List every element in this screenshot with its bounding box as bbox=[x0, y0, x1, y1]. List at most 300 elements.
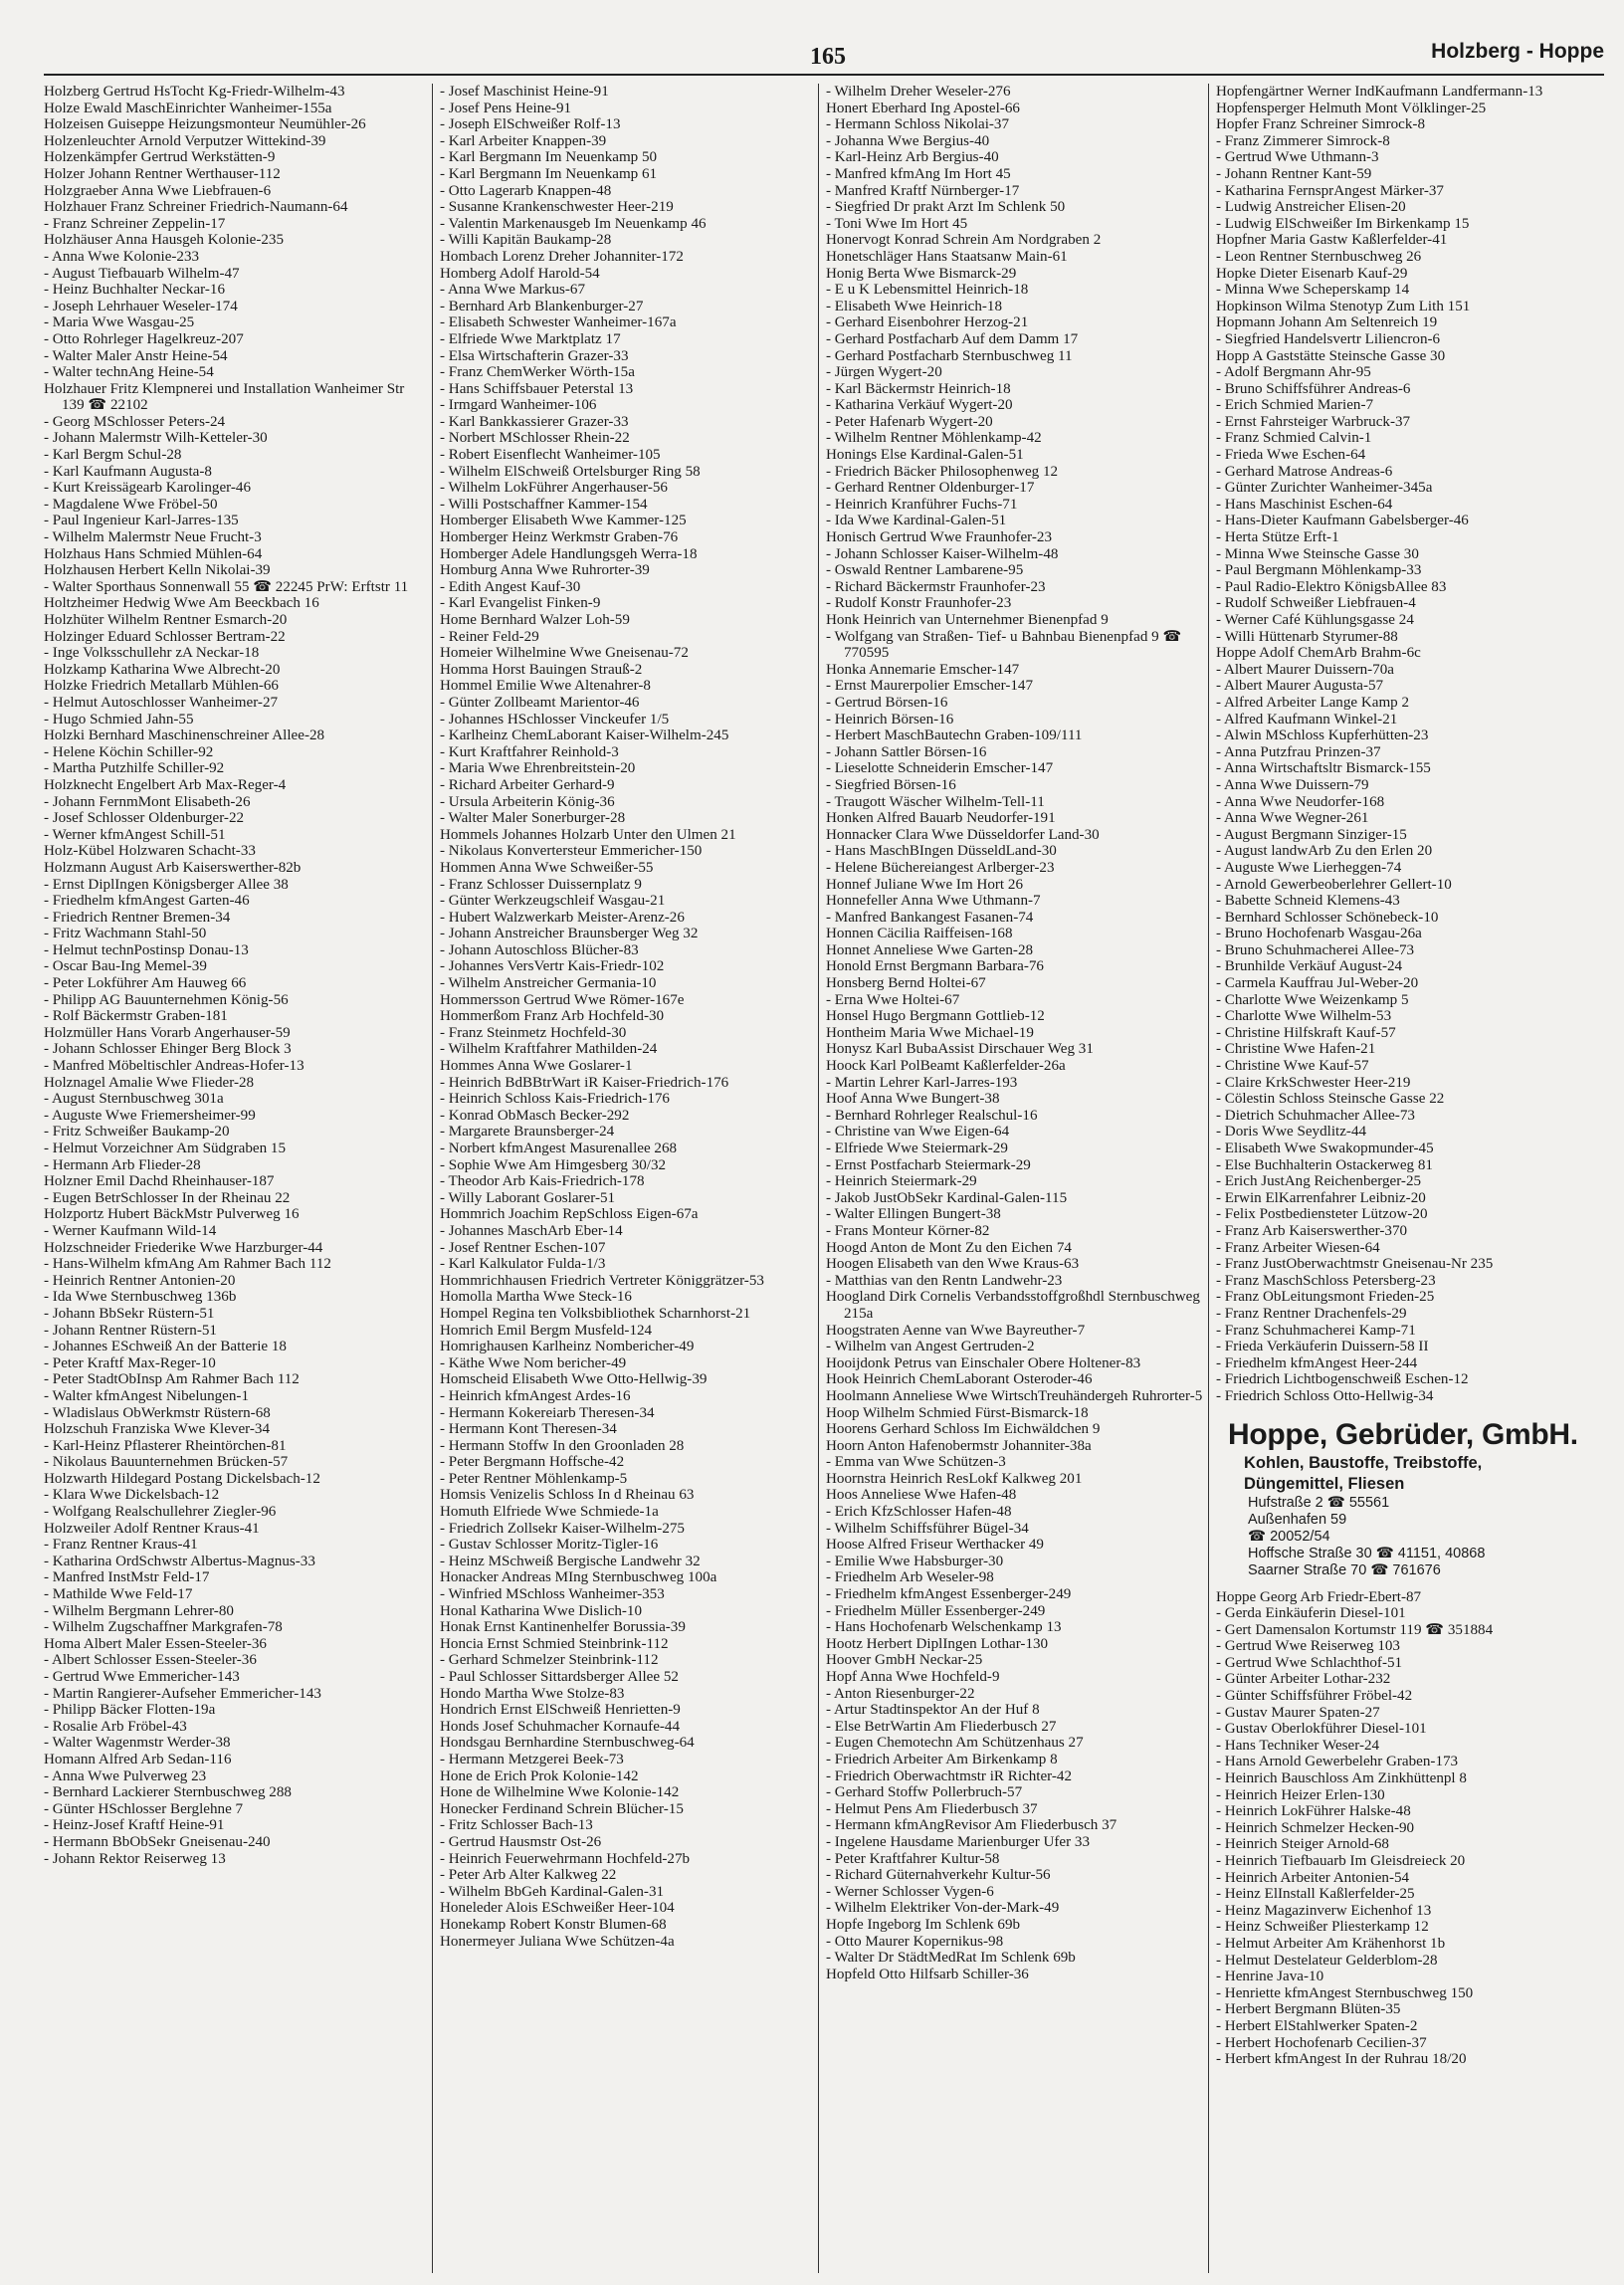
directory-entry: - Valentin Markenausgeb Im Neuenkamp 46 bbox=[440, 215, 707, 232]
directory-entry: - Emilie Wwe Habsburger-30 bbox=[826, 1553, 1004, 1569]
directory-entry: - Hermann Metzgerei Beek-73 bbox=[440, 1751, 624, 1767]
directory-entry: - Hugo Schmied Jahn-55 bbox=[44, 711, 194, 727]
directory-entry: - Otto Maurer Kopernikus-98 bbox=[826, 1933, 1004, 1950]
directory-entry: - Ernst Maurerpolier Emscher-147 bbox=[826, 678, 1034, 695]
directory-entry: Holznagel Amalie Wwe Flieder-28 bbox=[44, 1074, 255, 1091]
directory-entry: - Ludwig Anstreicher Elisen-20 bbox=[1216, 199, 1406, 216]
directory-entry: Hopfe Ingeborg Im Schlenk 69b bbox=[826, 1916, 1021, 1933]
directory-entry: - Wilhelm van Angest Gertruden-2 bbox=[826, 1339, 1035, 1355]
directory-entry: Hoogd Anton de Mont Zu den Eichen 74 bbox=[826, 1239, 1072, 1256]
directory-entry: - Friedhelm Müller Essenberger-249 bbox=[826, 1602, 1046, 1619]
directory-entry: - Gustav Maurer Spaten-27 bbox=[1216, 1704, 1380, 1721]
directory-entry: - Hubert Walzwerkarb Meister-Arenz-26 bbox=[440, 909, 685, 926]
directory-entry: Hoogstraten Aenne van Wwe Bayreuther-7 bbox=[826, 1322, 1086, 1339]
directory-entry: - August Tiefbauarb Wilhelm-47 bbox=[44, 265, 240, 282]
directory-entry: Hommels Johannes Holzarb Unter den Ulmen 21 bbox=[440, 826, 736, 843]
directory-entry: - Johann Schlosser Ehinger Berg Block 3 bbox=[44, 1041, 292, 1058]
directory-entry: - Christine Hilfskraft Kauf-57 bbox=[1216, 1024, 1396, 1041]
directory-entry: Holzeisen Guiseppe Heizungsmonteur Neumühler-26 bbox=[44, 116, 366, 133]
directory-entry: - Josef Pens Heine-91 bbox=[440, 100, 572, 116]
directory-entry: - August landwArb Zu den Erlen 20 bbox=[1216, 843, 1433, 860]
directory-entry: Hoock Karl PolBeamt Kaßlerfelder-26a bbox=[826, 1058, 1066, 1075]
directory-entry: Honcia Ernst Schmied Steinbrink-112 bbox=[440, 1635, 669, 1652]
directory-entry: Holzmann August Arb Kaiserswerther-82b bbox=[44, 859, 302, 876]
directory-entry: - Peter Lokführer Am Hauweg 66 bbox=[44, 975, 247, 992]
directory-entry: - Johann Autoschloss Blücher-83 bbox=[440, 941, 639, 958]
directory-entry: Holzknecht Engelbert Arb Max-Reger-4 bbox=[44, 776, 287, 793]
directory-entry: - Winfried MSchloss Wanheimer-353 bbox=[440, 1586, 665, 1603]
directory-entry: - Henrine Java-10 bbox=[1216, 1969, 1324, 1985]
directory-entry: - Franz Rentner Drachenfels-29 bbox=[1216, 1305, 1407, 1322]
directory-entry: - Herbert Bergmann Blüten-35 bbox=[1216, 2001, 1401, 2018]
directory-entry: Hommrich Joachim RepSchloss Eigen-67a bbox=[440, 1206, 699, 1223]
directory-entry: - Peter StadtObInsp Am Rahmer Bach 112 bbox=[44, 1371, 300, 1388]
directory-entry: - Heinz Magazinverw Eichenhof 13 bbox=[1216, 1902, 1432, 1919]
directory-entry: - Werner kfmAngest Schill-51 bbox=[44, 826, 226, 843]
directory-entry: - Johann Rentner Rüstern-51 bbox=[44, 1322, 217, 1339]
directory-entry: Homscheid Elisabeth Wwe Otto-Hellwig-39 bbox=[440, 1371, 708, 1388]
directory-entry: - Franz MaschSchloss Petersberg-23 bbox=[1216, 1272, 1436, 1289]
directory-entry: Hoogland Dirk Cornelis Verbandsstoffgroßhdl Sternbuschweg 215a bbox=[826, 1289, 1204, 1322]
directory-entry: - Susanne Krankenschwester Heer-219 bbox=[440, 199, 674, 216]
directory-entry: - Elisabeth Wwe Heinrich-18 bbox=[826, 298, 1003, 314]
directory-entry: Holzenkämpfer Gertrud Werkstätten-9 bbox=[44, 149, 276, 166]
directory-entry: - Franz Arbeiter Wiesen-64 bbox=[1216, 1239, 1380, 1256]
directory-entry: Hondrich Ernst ElSchweiß Henrietten-9 bbox=[440, 1702, 681, 1719]
directory-entry: - Wilhelm Kraftfahrer Mathilden-24 bbox=[440, 1041, 658, 1058]
directory-entry: - Hans Hochofenarb Welschenkamp 13 bbox=[826, 1619, 1062, 1636]
directory-entry: - Johann Rektor Reiserweg 13 bbox=[44, 1850, 226, 1867]
directory-entry: - Rolf Bäckermstr Graben-181 bbox=[44, 1008, 228, 1025]
directory-entry: Hopmann Johann Am Seltenreich 19 bbox=[1216, 314, 1438, 331]
directory-entry: Honert Eberhard Ing Apostel-66 bbox=[826, 100, 1020, 116]
directory-entry: Hopfner Maria Gastw Kaßlerfelder-41 bbox=[1216, 232, 1448, 249]
directory-entry: Hommersson Gertrud Wwe Römer-167e bbox=[440, 991, 685, 1008]
directory-entry: - Norbert kfmAngest Masurenallee 268 bbox=[440, 1141, 678, 1156]
directory-entry: - Richard Güternahverkehr Kultur-56 bbox=[826, 1867, 1051, 1884]
directory-entry: Hopfeld Otto Hilfsarb Schiller-36 bbox=[826, 1966, 1029, 1982]
directory-entry: - Bernhard Schlosser Schönebeck-10 bbox=[1216, 909, 1439, 926]
directory-entry: Holzner Emil Dachd Rheinhauser-187 bbox=[44, 1173, 275, 1190]
directory-entry: - Franz Schuhmacherei Kamp-71 bbox=[1216, 1322, 1416, 1339]
directory-entry: Hontheim Maria Wwe Michael-19 bbox=[826, 1024, 1034, 1041]
directory-entry: Honnacker Clara Wwe Düsseldorfer Land-30 bbox=[826, 826, 1100, 843]
directory-entry: - Hermann Schloss Nikolai-37 bbox=[826, 116, 1010, 133]
directory-entry: - Albert Maurer Duissern-70a bbox=[1216, 661, 1394, 678]
directory-entry: - Theodor Arb Kais-Friedrich-178 bbox=[440, 1173, 645, 1190]
directory-entry: - Helmut Arbeiter Am Krähenhorst 1b bbox=[1216, 1935, 1446, 1952]
directory-entry: - Walter Maler Anstr Heine-54 bbox=[44, 347, 228, 364]
directory-entry: - Bernhard Rohrleger Realschul-16 bbox=[826, 1107, 1038, 1124]
directory-entry: - Walter kfmAngest Nibelungen-1 bbox=[44, 1387, 249, 1404]
directory-entry: - Karl Arbeiter Knappen-39 bbox=[440, 132, 607, 149]
directory-entry: - Josef Schlosser Oldenburger-22 bbox=[44, 810, 245, 827]
directory-entry: - Wilhelm ElSchweiß Ortelsburger Ring 58 bbox=[440, 463, 701, 480]
directory-entry: Holzportz Hubert BäckMstr Pulverweg 16 bbox=[44, 1206, 300, 1223]
directory-entry: Hommes Anna Wwe Goslarer-1 bbox=[440, 1058, 633, 1075]
directory-entry: - Heinrich Feuerwehrmann Hochfeld-27b bbox=[440, 1850, 691, 1867]
directory-entry: Honal Katharina Wwe Dislich-10 bbox=[440, 1602, 643, 1619]
ad-contact-line: Außenhafen 59 bbox=[1248, 1511, 1347, 1528]
directory-entry: - Wolfgang van Straßen- Tief- u Bahnbau Bienenpfad 9 ☎ 770595 bbox=[826, 628, 1186, 662]
directory-entry: - Günter HSchlosser Berglehne 7 bbox=[44, 1800, 244, 1817]
directory-entry: Holzschuh Franziska Wwe Klever-34 bbox=[44, 1421, 271, 1438]
directory-entry: - Rudolf Konstr Fraunhofer-23 bbox=[826, 595, 1012, 612]
directory-entry: - Helmut Pens Am Fliederbusch 37 bbox=[826, 1800, 1038, 1817]
directory-entry: - Robert Eisenflecht Wanheimer-105 bbox=[440, 447, 661, 464]
directory-entry: - Erwin ElKarrenfahrer Leibniz-20 bbox=[1216, 1189, 1426, 1206]
directory-entry: - Siegfried Dr prakt Arzt Im Schlenk 50 bbox=[826, 199, 1066, 216]
directory-entry: Hoorn Anton Hafenobermstr Johanniter-38a bbox=[826, 1437, 1092, 1454]
directory-entry: - Karl Bergmann Im Neuenkamp 61 bbox=[440, 165, 658, 182]
directory-entry: - Karl Bankkassierer Grazer-33 bbox=[440, 413, 629, 430]
directory-entry: - Günter Werkzeugschleif Wasgau-21 bbox=[440, 893, 666, 910]
directory-entry: Honnen Cäcilia Raiffeisen-168 bbox=[826, 926, 1013, 942]
directory-entry: - Heinrich Steiermark-29 bbox=[826, 1173, 977, 1190]
directory-entry: - Else Buchhalterin Ostackerweg 81 bbox=[1216, 1156, 1433, 1173]
directory-entry: - Eugen Chemotechn Am Schützenhaus 27 bbox=[826, 1735, 1084, 1752]
directory-entry: Homberger Adele Handlungsgeh Werra-18 bbox=[440, 545, 698, 562]
directory-entry: - Ursula Arbeiterin König-36 bbox=[440, 793, 615, 810]
directory-entry: - Inge Volksschullehr zA Neckar-18 bbox=[44, 645, 260, 662]
directory-entry: - Hans MaschBIngen DüsseldLand-30 bbox=[826, 843, 1057, 860]
directory-entry: - Hermann Stoffw In den Groonladen 28 bbox=[440, 1437, 685, 1454]
directory-entry: - Herbert kfmAngest In der Ruhrau 18/20 bbox=[1216, 2051, 1467, 2068]
directory-entry: Honsel Hugo Bergmann Gottlieb-12 bbox=[826, 1008, 1045, 1025]
directory-entry: Holzhauer Fritz Klempnerei und Installation Wanheimer Str 139 ☎ 22102 bbox=[44, 380, 409, 414]
directory-entry: - Siegfried Handelsvertr Liliencron-6 bbox=[1216, 330, 1441, 347]
directory-entry: Holzberg Gertrud HsTocht Kg-Friedr-Wilhelm-43 bbox=[44, 84, 345, 100]
directory-entry: Honeleder Alois ESchweißer Heer-104 bbox=[440, 1900, 675, 1917]
directory-entry: - Helene Büchereiangest Arlberger-23 bbox=[826, 859, 1055, 876]
directory-entry: - Willy Laborant Goslarer-51 bbox=[440, 1189, 616, 1206]
directory-entry: Holzhaus Hans Schmied Mühlen-64 bbox=[44, 545, 263, 562]
directory-entry: Honnet Anneliese Wwe Garten-28 bbox=[826, 941, 1034, 958]
directory-entry: - Helmut technPostinsp Donau-13 bbox=[44, 941, 249, 958]
directory-entry: - Felix Postbediensteter Lützow-20 bbox=[1216, 1206, 1428, 1223]
directory-entry: Holtzheimer Hedwig Wwe Am Beeckbach 16 bbox=[44, 595, 319, 612]
directory-entry: - Nikolaus Konvertersteur Emmericher-150 bbox=[440, 843, 703, 860]
column-2 bbox=[440, 84, 818, 2273]
directory-entry: - Gerhard Stoffw Pollerbruch-57 bbox=[826, 1784, 1023, 1801]
directory-entry: Holzhäuser Anna Hausgeh Kolonie-235 bbox=[44, 232, 285, 249]
directory-entry: - Leon Rentner Sternbuschweg 26 bbox=[1216, 248, 1422, 265]
directory-entry: Hoolmann Anneliese Wwe WirtschTreuhändergeh Ruhrorter-5 bbox=[826, 1387, 1203, 1404]
directory-entry: - Wilhelm Rentner Möhlenkamp-42 bbox=[826, 430, 1042, 447]
directory-entry: Hopp A Gaststätte Steinsche Gasse 30 bbox=[1216, 347, 1446, 364]
directory-entry: Honnefeller Anna Wwe Uthmann-7 bbox=[826, 893, 1041, 910]
directory-entry: - Adolf Bergmann Ahr-95 bbox=[1216, 364, 1371, 381]
running-head: Holzberg - Hoppe bbox=[1431, 40, 1604, 63]
ad-subtitle: Düngemittel, Fliesen bbox=[1244, 1474, 1405, 1493]
directory-entry: - Friedrich Oberwachtmstr iR Richter-42 bbox=[826, 1767, 1072, 1784]
directory-entry: - Gerhard Eisenbohrer Herzog-21 bbox=[826, 314, 1029, 331]
directory-entry: - Jürgen Wygert-20 bbox=[826, 364, 942, 381]
directory-entry: - Emma van Wwe Schützen-3 bbox=[826, 1454, 1006, 1471]
directory-entry: - Helene Köchin Schiller-92 bbox=[44, 743, 214, 760]
directory-entry: - Frieda Wwe Eschen-64 bbox=[1216, 447, 1366, 464]
directory-entry: - Anna Wwe Pulverweg 23 bbox=[44, 1767, 207, 1784]
directory-entry: - Else BetrWartin Am Fliederbusch 27 bbox=[826, 1718, 1057, 1735]
directory-entry: - August Sternbuschweg 301a bbox=[44, 1091, 224, 1108]
directory-entry: - Anna Wwe Duissern-79 bbox=[1216, 776, 1369, 793]
directory-entry: - Ingelene Hausdame Marienburger Ufer 33 bbox=[826, 1833, 1091, 1850]
advertisement bbox=[1228, 1417, 1594, 1579]
directory-entry: Hopfengärtner Werner IndKaufmann Landfermann-13 bbox=[1216, 84, 1543, 100]
directory-entry: - Günter Arbeiter Lothar-232 bbox=[1216, 1671, 1391, 1688]
directory-entry: - Franz Zimmerer Simrock-8 bbox=[1216, 132, 1390, 149]
directory-entry: - Heinrich Börsen-16 bbox=[826, 711, 954, 727]
directory-entry: - Wilhelm Elektriker Von-der-Mark-49 bbox=[826, 1900, 1060, 1917]
directory-entry: Holze Ewald MaschEinrichter Wanheimer-155a bbox=[44, 100, 332, 116]
directory-entry: - Wilhelm Bergmann Lehrer-80 bbox=[44, 1602, 234, 1619]
directory-entry: - Joseph Lehrhauer Weseler-174 bbox=[44, 298, 238, 314]
directory-entry: - Anna Wwe Neudorfer-168 bbox=[1216, 793, 1385, 810]
directory-entry: - Katharina Verkäuf Wygert-20 bbox=[826, 397, 1013, 414]
directory-entry: - Oscar Bau-Ing Memel-39 bbox=[44, 958, 207, 975]
directory-entry: - Johann FernmMont Elisabeth-26 bbox=[44, 793, 251, 810]
directory-entry: - Karl-Heinz Pflasterer Rheintörchen-81 bbox=[44, 1437, 287, 1454]
directory-entry: - Josef Rentner Eschen-107 bbox=[440, 1239, 606, 1256]
header-rule bbox=[44, 74, 1604, 76]
directory-entry: Hootz Herbert DiplIngen Lothar-130 bbox=[826, 1635, 1049, 1652]
directory-entry: - Walter Maler Sonerburger-28 bbox=[440, 810, 626, 827]
directory-entry: - Erna Wwe Holtei-67 bbox=[826, 991, 960, 1008]
directory-entry: Hoppe Adolf ChemArb Brahm-6c bbox=[1216, 645, 1421, 662]
directory-entry: - Helmut Autoschlosser Wanheimer-27 bbox=[44, 694, 279, 711]
directory-entry: - Franz Schlosser Duissernplatz 9 bbox=[440, 876, 642, 893]
directory-entry: - Karl Bergmann Im Neuenkamp 50 bbox=[440, 149, 658, 166]
ad-contact-line: Saarner Straße 70 ☎ 761676 bbox=[1248, 1561, 1441, 1578]
directory-entry: - Bruno Schuhmacherei Allee-73 bbox=[1216, 941, 1415, 958]
directory-entry: - Friedhelm Arb Weseler-98 bbox=[826, 1569, 994, 1586]
directory-entry: - Wilhelm Dreher Weseler-276 bbox=[826, 84, 1011, 100]
directory-entry: - Franz ObLeitungsmont Frieden-25 bbox=[1216, 1289, 1435, 1306]
directory-entry: - Richard Bäckermstr Fraunhofer-23 bbox=[826, 578, 1046, 595]
directory-entry: - Albert Schlosser Essen-Steeler-36 bbox=[44, 1652, 257, 1669]
directory-entry: Hoop Wilhelm Schmied Fürst-Bismarck-18 bbox=[826, 1404, 1089, 1421]
directory-entry: - Reiner Feld-29 bbox=[440, 628, 539, 645]
directory-entry: Hoornstra Heinrich ResLokf Kalkweg 201 bbox=[826, 1470, 1083, 1487]
column-divider bbox=[818, 84, 819, 2273]
directory-entry: - Albert Maurer Augusta-57 bbox=[1216, 678, 1384, 695]
ad-contact-lines bbox=[1228, 1495, 1594, 1579]
directory-entry: - Friedrich Lichtbogenschweiß Eschen-12 bbox=[1216, 1371, 1469, 1388]
directory-entry: - Gustav Oberlokführer Diesel-101 bbox=[1216, 1721, 1427, 1738]
directory-entry: Hopfer Franz Schreiner Simrock-8 bbox=[1216, 116, 1425, 133]
directory-entry: Honsberg Bernd Holtei-67 bbox=[826, 975, 986, 992]
directory-entry: - Kurt Kreissägearb Karolinger-46 bbox=[44, 480, 251, 497]
directory-entry: - Elsa Wirtschafterin Grazer-33 bbox=[440, 347, 629, 364]
directory-entry: - Günter Zurichter Wanheimer-345a bbox=[1216, 480, 1433, 497]
directory-entry: - Hermann Arb Flieder-28 bbox=[44, 1156, 201, 1173]
directory-entry: - Gerhard Matrose Andreas-6 bbox=[1216, 463, 1393, 480]
directory-entry: - Oswald Rentner Lambarene-95 bbox=[826, 562, 1024, 579]
directory-entry: - Günter Schiffsführer Fröbel-42 bbox=[1216, 1688, 1413, 1705]
directory-entry: - Wilhelm Malermstr Neue Frucht-3 bbox=[44, 529, 262, 546]
directory-entry: - Ida Wwe Kardinal-Galen-51 bbox=[826, 513, 1007, 529]
directory-entry: - Bruno Hochofenarb Wasgau-26a bbox=[1216, 926, 1422, 942]
directory-entry: - Anna Wwe Kolonie-233 bbox=[44, 248, 200, 265]
directory-entry: - Heinrich Schloss Kais-Friedrich-176 bbox=[440, 1091, 670, 1108]
directory-entry: Holzke Friedrich Metallarb Mühlen-66 bbox=[44, 678, 279, 695]
directory-entry: - Hermann Kont Theresen-34 bbox=[440, 1421, 617, 1438]
directory-entry: - Walter technAng Heine-54 bbox=[44, 364, 214, 381]
directory-entry: - Jakob JustObSekr Kardinal-Galen-115 bbox=[826, 1189, 1068, 1206]
directory-entry: Holzer Johann Rentner Werthauser-112 bbox=[44, 165, 281, 182]
directory-entry: - Franz Arb Kaiserswerther-370 bbox=[1216, 1222, 1408, 1239]
directory-entry: Honnef Juliane Wwe Im Hort 26 bbox=[826, 876, 1023, 893]
directory-entry: - Manfred kfmAng Im Hort 45 bbox=[826, 165, 1011, 182]
directory-entry: - Babette Schneid Klemens-43 bbox=[1216, 893, 1400, 910]
directory-entry: - Richard Arbeiter Gerhard-9 bbox=[440, 776, 615, 793]
directory-entry: - Karl Bäckermstr Heinrich-18 bbox=[826, 380, 1011, 397]
directory-entry: - Irmgard Wanheimer-106 bbox=[440, 397, 597, 414]
directory-entry: - Helmut Destelateur Gelderblom-28 bbox=[1216, 1952, 1438, 1969]
directory-entry: - Gerhard Rentner Oldenburger-17 bbox=[826, 480, 1035, 497]
directory-entry: - Maria Wwe Ehrenbreitstein-20 bbox=[440, 760, 636, 777]
directory-entry: - Minna Wwe Scheperskamp 14 bbox=[1216, 282, 1410, 299]
directory-entry: - Paul Bergmann Möhlenkamp-33 bbox=[1216, 562, 1422, 579]
directory-entry: Holzweiler Adolf Rentner Kraus-41 bbox=[44, 1520, 260, 1537]
directory-entry: Hopkinson Wilma Stenotyp Zum Lith 151 bbox=[1216, 298, 1471, 314]
directory-entry: - Wilhelm Anstreicher Germania-10 bbox=[440, 975, 657, 992]
directory-entry: - Ernst DiplIngen Königsberger Allee 38 bbox=[44, 876, 289, 893]
ad-contact-line: ☎ 20052/54 bbox=[1248, 1528, 1330, 1545]
directory-entry: Honold Ernst Bergmann Barbara-76 bbox=[826, 958, 1044, 975]
directory-entry: - Manfred Möbeltischler Andreas-Hofer-13 bbox=[44, 1058, 304, 1075]
directory-entry: - Heinrich LokFührer Halske-48 bbox=[1216, 1803, 1411, 1820]
directory-entry: - Alfred Arbeiter Lange Kamp 2 bbox=[1216, 694, 1410, 711]
directory-entry: - Manfred Bankangest Fasanen-74 bbox=[826, 909, 1034, 926]
directory-entry: - Hermann Kokereiarb Theresen-34 bbox=[440, 1404, 655, 1421]
directory-entry: - Frieda Verkäuferin Duissern-58 II bbox=[1216, 1339, 1429, 1355]
directory-entry: Holzschneider Friederike Wwe Harzburger-44 bbox=[44, 1239, 323, 1256]
directory-entry: - Friedrich Schloss Otto-Hellwig-34 bbox=[1216, 1387, 1434, 1404]
directory-entry: - Johannes ESchweiß An der Batterie 18 bbox=[44, 1339, 287, 1355]
directory-entry: - Arnold Gewerbeoberlehrer Gellert-10 bbox=[1216, 876, 1452, 893]
directory-entry: - Willi Postschaffner Kammer-154 bbox=[440, 496, 648, 513]
directory-entry: Hoose Alfred Friseur Werthacker 49 bbox=[826, 1537, 1044, 1554]
directory-entry: - Hans Techniker Weser-24 bbox=[1216, 1737, 1380, 1754]
directory-entry: - Heinz-Josef Kraftf Heine-91 bbox=[44, 1817, 225, 1834]
directory-entry: Hooijdonk Petrus van Einschaler Obere Holtener-83 bbox=[826, 1354, 1141, 1371]
directory-entry: - Friedrich Arbeiter Am Birkenkamp 8 bbox=[826, 1751, 1058, 1767]
directory-entry: - Rosalie Arb Fröbel-43 bbox=[44, 1718, 187, 1735]
directory-entry: - Herbert ElStahlwerker Spaten-2 bbox=[1216, 2017, 1418, 2034]
directory-entry: - Friedrich Bäcker Philosophenweg 12 bbox=[826, 463, 1059, 480]
directory-entry: Holzgraeber Anna Wwe Liebfrauen-6 bbox=[44, 182, 272, 199]
directory-entry: - Peter Bergmann Hoffsche-42 bbox=[440, 1454, 625, 1471]
directory-entry: - Gertrud Wwe Schlachthof-51 bbox=[1216, 1654, 1403, 1671]
directory-entry: - Manfred InstMstr Feld-17 bbox=[44, 1569, 210, 1586]
directory-entry: Hopf Anna Wwe Hochfeld-9 bbox=[826, 1669, 1000, 1685]
ad-contact-line: Hoffsche Straße 30 ☎ 41151, 40868 bbox=[1248, 1545, 1486, 1561]
directory-entry: - Anna Wirtschaftsltr Bismarck-155 bbox=[1216, 760, 1431, 777]
directory-entry: - Gerhard Schmelzer Steinbrink-112 bbox=[440, 1652, 659, 1669]
directory-entry: - Franz Schreiner Zeppelin-17 bbox=[44, 215, 226, 232]
directory-entry: - Herbert Hochofenarb Cecilien-37 bbox=[1216, 2034, 1427, 2051]
directory-entry: - Peter Arb Alter Kalkweg 22 bbox=[440, 1867, 617, 1884]
column-divider bbox=[1208, 84, 1209, 2273]
directory-entry: - Johannes HSchlosser Vinckeufer 1/5 bbox=[440, 711, 670, 727]
ad-contact-line: Hufstraße 2 ☎ 55561 bbox=[1248, 1494, 1390, 1511]
directory-entry: - Gertrud Wwe Reiserweg 103 bbox=[1216, 1638, 1400, 1655]
directory-entry: - Gustav Schlosser Moritz-Tigler-16 bbox=[440, 1537, 659, 1554]
directory-entry: - Gerhard Postfacharb Auf dem Damm 17 bbox=[826, 330, 1079, 347]
directory-entry: Holzhüter Wilhelm Rentner Esmarch-20 bbox=[44, 612, 288, 628]
directory-entry: Hoorens Gerhard Schloss Im Eichwäldchen 9 bbox=[826, 1421, 1101, 1438]
directory-entry: - Henriette kfmAngest Sternbuschweg 150 bbox=[1216, 1984, 1474, 2001]
column-4 bbox=[1216, 84, 1594, 2273]
directory-entry: - Anton Riesenburger-22 bbox=[826, 1685, 975, 1702]
directory-entry: - Frans Monteur Körner-82 bbox=[826, 1222, 990, 1239]
directory-entry: - Heinrich Heizer Erlen-130 bbox=[1216, 1786, 1385, 1803]
directory-entry: - Friedrich Rentner Bremen-34 bbox=[44, 909, 231, 926]
directory-entry: Honecker Ferdinand Schrein Blücher-15 bbox=[440, 1800, 684, 1817]
directory-entry: - Anna Putzfrau Prinzen-37 bbox=[1216, 743, 1381, 760]
directory-entry: - Peter Hafenarb Wygert-20 bbox=[826, 413, 993, 430]
directory-entry: - Matthias van den Rentn Landwehr-23 bbox=[826, 1272, 1063, 1289]
directory-entry: - Mathilde Wwe Feld-17 bbox=[44, 1586, 193, 1603]
directory-entry: Homann Alfred Arb Sedan-116 bbox=[44, 1751, 232, 1767]
directory-entry: Hoover GmbH Neckar-25 bbox=[826, 1652, 983, 1669]
directory-entry: - Carmela Kauffrau Jul-Weber-20 bbox=[1216, 975, 1419, 992]
directory-entry: - Willi Hüttenarb Styrumer-88 bbox=[1216, 628, 1398, 645]
directory-entry: - Werner Café Kühlungsgasse 24 bbox=[1216, 612, 1414, 628]
directory-entry: Hoof Anna Wwe Bungert-38 bbox=[826, 1091, 1000, 1108]
directory-entry: Hondsgau Bernhardine Sternbuschweg-64 bbox=[440, 1735, 695, 1752]
directory-entry: - Werner Kaufmann Wild-14 bbox=[44, 1222, 217, 1239]
directory-entry: Homrighausen Karlheinz Nombericher-49 bbox=[440, 1339, 695, 1355]
directory-entry: - Doris Wwe Seydlitz-44 bbox=[1216, 1124, 1367, 1141]
directory-entry: - Traugott Wäscher Wilhelm-Tell-11 bbox=[826, 793, 1045, 810]
directory-entry: - Artur Stadtinspektor An der Huf 8 bbox=[826, 1702, 1040, 1719]
directory-entry: - Karl Kalkulator Fulda-1/3 bbox=[440, 1256, 606, 1273]
directory-entry: - Fritz Wachmann Stahl-50 bbox=[44, 926, 207, 942]
directory-entry: Hombach Lorenz Dreher Johanniter-172 bbox=[440, 248, 684, 265]
directory-entry: - Karl Bergm Schul-28 bbox=[44, 447, 182, 464]
directory-entry: - Charlotte Wwe Weizenkamp 5 bbox=[1216, 991, 1409, 1008]
directory-entry: Hoos Anneliese Wwe Hafen-48 bbox=[826, 1487, 1017, 1504]
directory-entry: - Friedhelm kfmAngest Heer-244 bbox=[1216, 1354, 1418, 1371]
directory-entry: Homuth Elfriede Wwe Schmiede-1a bbox=[440, 1504, 659, 1521]
directory-entry: - Heinrich Steiger Arnold-68 bbox=[1216, 1836, 1389, 1853]
directory-entry: Hoogen Elisabeth van den Wwe Kraus-63 bbox=[826, 1256, 1080, 1273]
directory-entry: Holzmüller Hans Vorarb Angerhauser-59 bbox=[44, 1024, 291, 1041]
directory-entry: - Franz JustOberwachtmstr Gneisenau-Nr 235 bbox=[1216, 1256, 1494, 1273]
directory-entry: - Heinrich Tiefbauarb Im Gleisdreieck 20 bbox=[1216, 1853, 1466, 1869]
directory-entry: - Erich KfzSchlosser Hafen-48 bbox=[826, 1504, 1012, 1521]
directory-entry: - Ludwig ElSchweißer Im Birkenkamp 15 bbox=[1216, 215, 1470, 232]
directory-entry: - Franz Steinmetz Hochfeld-30 bbox=[440, 1024, 627, 1041]
directory-entry: - Walter Wagenmstr Werder-38 bbox=[44, 1735, 231, 1752]
directory-entry: Hommel Emilie Wwe Altenahrer-8 bbox=[440, 678, 651, 695]
page-number: 165 bbox=[810, 44, 846, 70]
directory-entry: - Otto Rohrleger Hagelkreuz-207 bbox=[44, 330, 244, 347]
directory-entry: - Wilhelm BbGeh Kardinal-Galen-31 bbox=[440, 1883, 665, 1900]
directory-entry: - Karlheinz ChemLaborant Kaiser-Wilhelm-245 bbox=[440, 727, 729, 744]
directory-entry: - Wladislaus ObWerkmstr Rüstern-68 bbox=[44, 1404, 271, 1421]
directory-entry: Hompel Regina ten Volksbibliothek Scharnhorst-21 bbox=[440, 1305, 751, 1322]
directory-entry: Honds Josef Schuhmacher Kornaufe-44 bbox=[440, 1718, 681, 1735]
directory-entry: - Heinrich BdBBtrWart iR Kaiser-Friedrich-176 bbox=[440, 1074, 729, 1091]
directory-entry: Hommen Anna Wwe Schweißer-55 bbox=[440, 859, 654, 876]
directory-entry: - Karl-Heinz Arb Bergius-40 bbox=[826, 149, 999, 166]
directory-entry: - Walter Dr StädtMedRat Im Schlenk 69b bbox=[826, 1950, 1076, 1967]
directory-entry: - Joseph ElSchweißer Rolf-13 bbox=[440, 116, 621, 133]
directory-entry: - Hans Schiffsbauer Peterstal 13 bbox=[440, 380, 634, 397]
